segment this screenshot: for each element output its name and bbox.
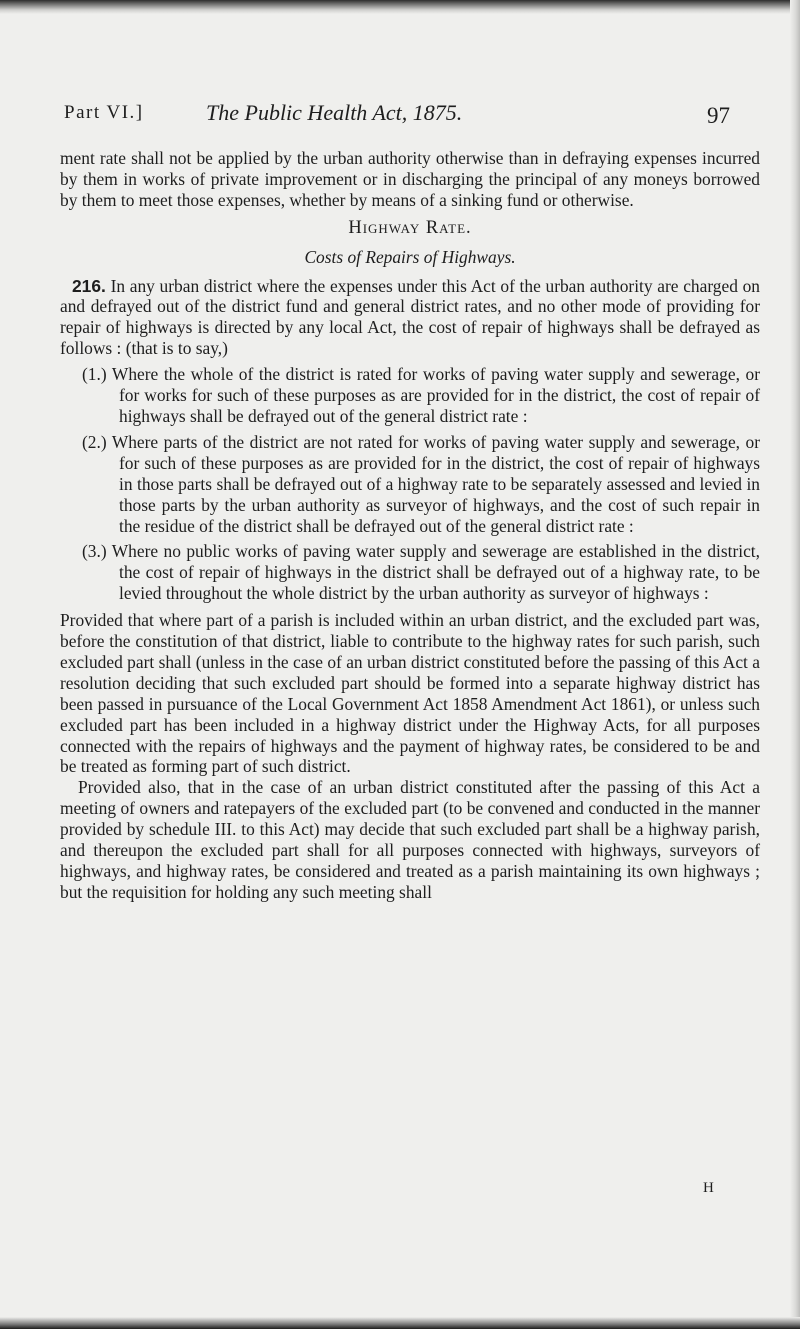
item-number: (3.): [82, 541, 107, 562]
scan-top-edge: [0, 0, 800, 14]
book-page: [60, 100, 760, 903]
list-item: [60, 541, 760, 604]
body-text: [60, 148, 760, 903]
section-heading: Highway Rate.: [348, 217, 472, 238]
section-216: [60, 276, 760, 360]
page-number: 97: [707, 103, 730, 128]
item-text: Where no public works of paving water supply and sewerage are established in the district, the cost of repair of highways in the district shall be defrayed out of a highway rate, to be levied throughout the whole district by the urban authority as surveyor of highways :: [111, 541, 760, 604]
running-head-title: The Public Health Act, 1875.: [206, 100, 463, 125]
proviso-paragraph: Provided also, that in the case of an urban district constituted after the passing of this Act a meeting of owners and ratepayers of the excluded part (to be convened and conducted in the manner provided by schedule III. to this Act) may decide that such excluded part shall be a highway parish, and thereupon the excluded part shall for all purposes connected with highways, surveyors of highways, and highway rates, be considered and treated as a parish maintaining its own highways ; but the requisition for holding any such meeting shall: [60, 777, 760, 902]
list-item: [60, 432, 760, 537]
section-text: In any urban district where the expenses under this Act of the urban authority are charged on and defrayed out of the district fund and general district rates, and no other mode of providing for repair of highways is directed by any local Act, the cost of repair of highways shall be defrayed as follows : (that is to say,): [60, 275, 760, 359]
item-number: (2.): [82, 431, 107, 452]
proviso-paragraph: Provided that where part of a parish is included within an urban district, and the excluded part was, before the constitution of that district, liable to contribute to the highway rates for such parish, such excluded part shall (unless in the case of an urban district constituted before the passing of this Act a resolution deciding that such excluded part should be formed into a separate highway district has been passed in pursuance of the Local Government Act 1858 Amendment Act 1861), or unless such excluded part has been included in a highway district under the Highway Acts, for all purposes connected with the repairs of highways and the payment of highway rates, be considered to be and be treated as forming part of such district.: [60, 610, 760, 777]
running-head-part: Part VI.]: [64, 102, 144, 123]
scan-right-edge: [790, 0, 800, 1329]
item-text: Where parts of the district are not rated for works of paving water supply and sewerage, or for such of these purposes as are provided for in the district, the cost of repair of highways in those parts shall be defrayed out of a highway rate to be separately assessed and levied in those parts by the urban authority as surveyor of highways, and the cost of such repair in the residue of the district shall be defrayed out of the general district rate :: [111, 431, 760, 536]
scan-bottom-edge: [0, 1317, 800, 1329]
item-text: Where the whole of the district is rated for works of paving water supply and sewerage, or for works for such of these purposes as are provided for in the district, the cost of repair of highways shall be defrayed out of the general district rate :: [111, 364, 760, 426]
running-head: [60, 100, 760, 134]
opening-paragraph: ment rate shall not be applied by the urban authority otherwise than in defraying expenses incurred by them in works of private improvement or in discharging the principal of any moneys borrowed by them to meet those expenses, whether by means of a sinking fund or otherwise.: [60, 148, 760, 210]
signature-mark: H: [703, 1180, 714, 1196]
item-number: (1.): [82, 364, 107, 385]
section-number: 216.: [72, 275, 106, 296]
section-subheading: Costs of Repairs of Highways.: [304, 246, 516, 267]
list-item: [60, 364, 760, 427]
